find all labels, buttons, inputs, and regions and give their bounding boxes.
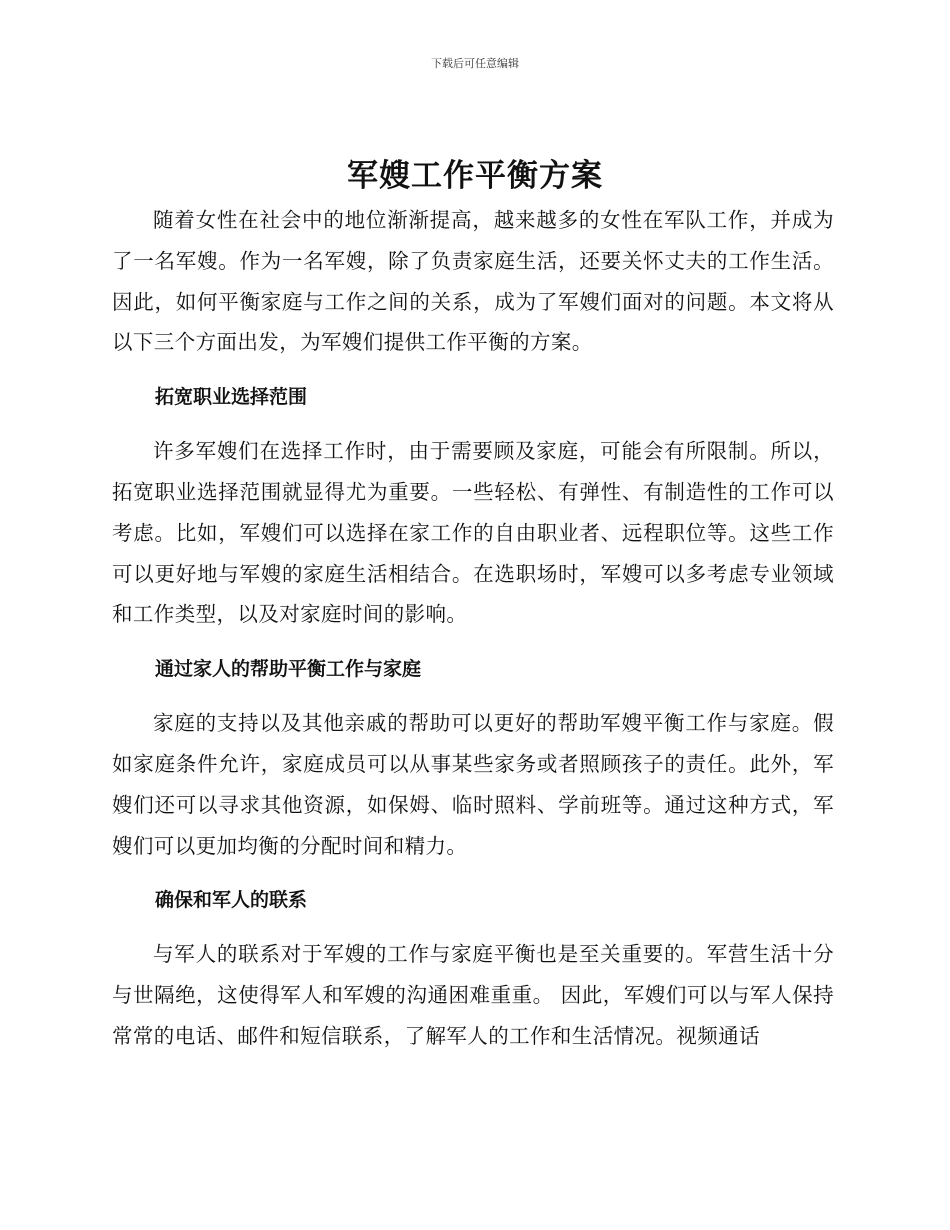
section-body-career: 许多军嫂们在选择工作时，由于需要顾及家庭，可能会有所限制。所以，拓宽职业选择范围就显得尤为重要。一些轻松、有弹性、有制造性的工作可以考虑。比如，军嫂们可以选择在家工作的自由职业者、远程职位等。这些工作可以更好地与军嫂的家庭生活相结合。在选职场时，军嫂可以多考虑专业领域和工作类型，以及对家庭时间的影响。: [112, 439, 834, 627]
intro-paragraph: 随着女性在社会中的地位渐渐提高，越来越多的女性在军队工作，并成为了一名军嫂。作为一名军嫂，除了负责家庭生活，还要关怀丈夫的工作生活。因此，如何平衡家庭与工作之间的关系，成为了军嫂们面对的问题。本文将从以下三个方面出发，为军嫂们提供工作平衡的方案。: [112, 208, 834, 355]
document-title: 军嫂工作平衡方案: [347, 158, 603, 194]
section-body-contact: 与军人的联系对于军嫂的工作与家庭平衡也是至关重要的。军营生活十分与世隔绝，这使得军人和军嫂的沟通困难重重。 因此，军嫂们可以与军人保持常常的电话、邮件和短信联系，了解军人的工作和生活情况。视频通话: [112, 942, 834, 1048]
header-note: 下载后可任意编辑: [431, 57, 519, 70]
document-body: [112, 200, 834, 1057]
section-heading-family-help: 通过家人的帮助平衡工作与家庭: [155, 658, 422, 681]
section-heading-career: 拓宽职业选择范围: [155, 386, 308, 409]
section-heading-contact: 确保和军人的联系: [155, 889, 308, 912]
section-body-family-help: 家庭的支持以及其他亲戚的帮助可以更好的帮助军嫂平衡工作与家庭。假如家庭条件允许，家庭成员可以从事某些家务或者照顾孩子的责任。此外，军嫂们还可以寻求其他资源，如保姆、临时照料、学前班等。通过这种方式，军嫂们可以更加均衡的分配时间和精力。: [112, 711, 834, 858]
